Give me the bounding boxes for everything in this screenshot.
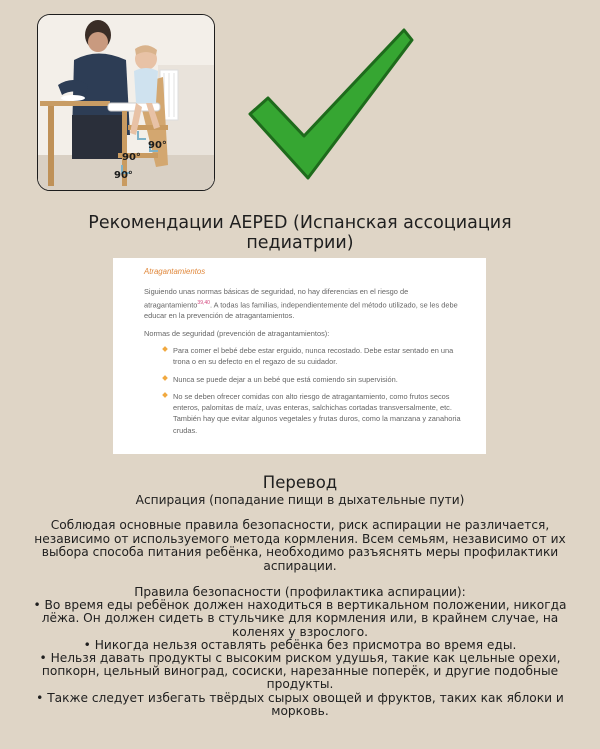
translation-paragraph: Соблюдая основные правила безопасности, риск аспирации не различается, независимо от используемого метода кормления. Всем семьям, независимо от их выбора способа питания ребёнка, необходимо разъяснять меры профилактики аспирации. xyxy=(34,518,566,573)
doc-bullet: Para comer el bebé debe estar erguido, nunca recostado. Debe estar sentado en una trona o en su defecto en el regazo de su cuidador. xyxy=(144,345,470,368)
rule-item: • Нельзя давать продукты с высоким риском удушья, такие как цельные орехи, попкорн, цельный виноград, сосиски, нарезанные поперёк, и другие подобные продукты. xyxy=(39,651,561,692)
diamond-bullet-icon xyxy=(162,393,168,399)
doc-bullet: Nunca se puede dejar a un bebé que está comiendo sin supervisión. xyxy=(144,374,470,385)
spanish-document-excerpt xyxy=(113,258,486,454)
checkmark-icon xyxy=(248,28,414,180)
feeding-photo xyxy=(37,14,215,191)
diamond-bullet-icon xyxy=(162,347,168,353)
translation-rules xyxy=(20,586,580,718)
rule-item: • Никогда нельзя оставлять ребёнка без присмотра во время еды. xyxy=(83,637,517,652)
diamond-bullet-icon xyxy=(162,375,168,381)
father-feeding-baby-image xyxy=(38,15,215,191)
angle-label: 90° xyxy=(122,152,141,163)
angle-label: 90° xyxy=(114,170,133,181)
angle-label: 90° xyxy=(148,140,167,151)
doc-paragraph-2: Normas de seguridad (prevención de atragantamientos): xyxy=(144,328,330,338)
rules-title: Правила безопасности (профилактика аспирации): xyxy=(134,585,466,599)
doc-title: Atragantamientos xyxy=(144,267,206,276)
doc-bullet: No se deben ofrecer comidas con alto riesgo de atragantamiento, como frutos secos enteros, palomitas de maíz, uvas enteras, salchichas cortadas transversalmente, etc. También hay que evitar algunos vegetales y frutas duros, como la manzana y zanahoria crudas. xyxy=(144,391,470,436)
rule-item: • Также следует избегать твёрдых сырых овощей и фруктов, таких как яблоки и морковь. xyxy=(36,690,564,718)
translation-heading: Перевод xyxy=(262,473,338,492)
translation-subheading: Аспирация (попадание пищи в дыхательные пути) xyxy=(135,493,465,507)
doc-paragraph-1: Siguiendo unas normas básicas de seguridad, no hay diferencias en el riesgo de atragantamiento$^{39,40}$. A todas las familias, independientemente del método utilizado, se les debe educar en la prevención de atragantamientos. xyxy=(144,287,458,321)
heading-aeped: Рекомендации AEPED (Испанская ассоциация педиатрии) xyxy=(88,213,512,253)
rule-item: • Во время еды ребёнок должен находиться в вертикальном положении, никогда лёжа. Он должен сидеть в стульчике для кормления или, в крайнем случае, на коленях у взрослого. xyxy=(33,598,567,639)
